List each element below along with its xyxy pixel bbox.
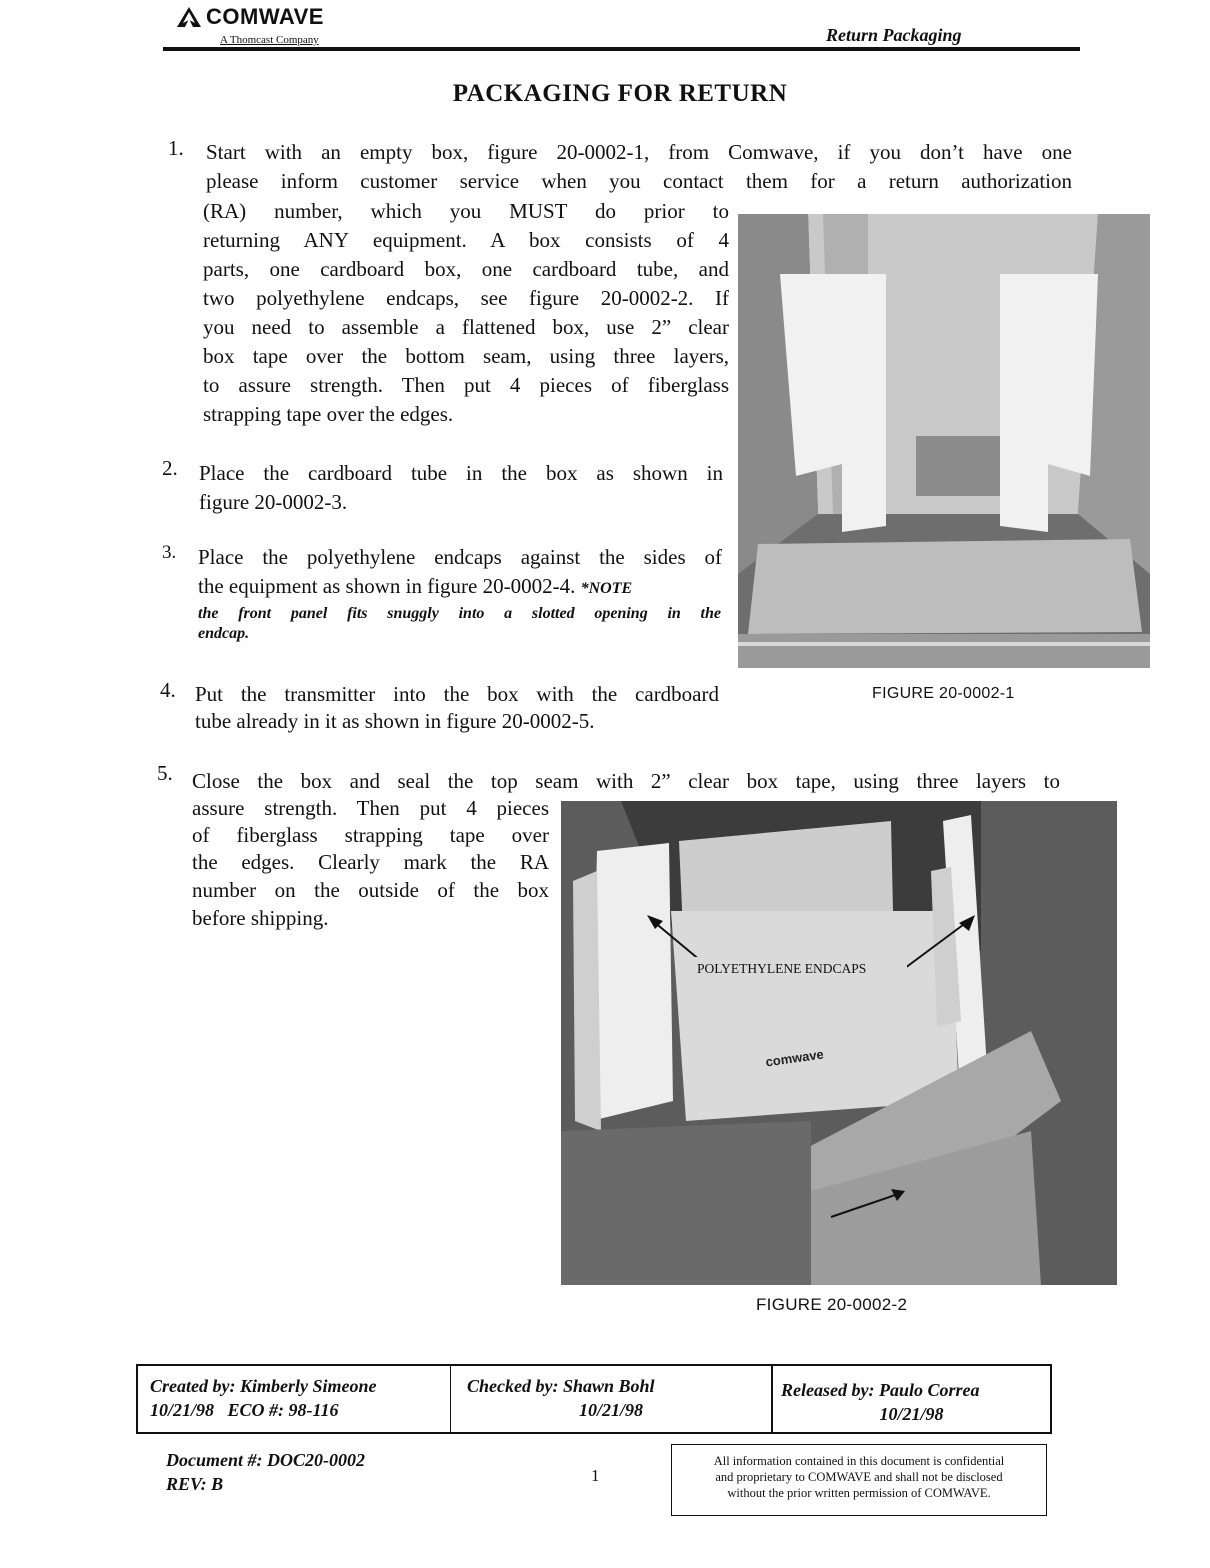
packed-transmitter-illustration: [561, 801, 1117, 1285]
step-5-line: number on the outside of the box: [192, 878, 549, 902]
step-5-line: of fiberglass strapping tape over: [192, 823, 549, 847]
document-info: [166, 1448, 365, 1496]
page-title: PACKAGING FOR RETURN: [452, 80, 788, 107]
step-2-line: figure 20-0002-3.: [199, 490, 348, 514]
document-number: Document #: DOC20-0002: [166, 1450, 365, 1470]
confidentiality-notice: [671, 1444, 1047, 1516]
confidentiality-line: and proprietary to COMWAVE and shall not be disclosed: [715, 1470, 1003, 1484]
created-by-cell: [138, 1366, 451, 1432]
checked-date: 10/21/98: [578, 1400, 643, 1420]
step-number: 3.: [162, 542, 177, 563]
approval-table: [136, 1364, 1052, 1434]
step-3-line: Place the polyethylene endcaps against the sides of: [198, 545, 722, 569]
figure-2-photo: [561, 801, 1117, 1285]
company-name: COMWAVE: [206, 4, 324, 29]
released-by-cell: [773, 1366, 1050, 1432]
step-number: 4.: [160, 678, 176, 702]
created-by: Created by: Kimberly Simeone: [150, 1376, 377, 1396]
figure-1-caption: FIGURE 20-0002-1: [872, 685, 1015, 702]
step-1-line: parts, one cardboard box, one cardboard tube, and: [203, 257, 729, 281]
company-tagline: A Thomcast Company: [220, 34, 319, 46]
released-date: 10/21/98: [879, 1404, 944, 1424]
note-label: *NOTE: [580, 580, 633, 597]
step-3-note: the front panel fits snuggly into a slotted opening in the: [198, 605, 721, 622]
revision: REV: B: [166, 1474, 224, 1494]
figure-2-caption: FIGURE 20-0002-2: [756, 1295, 908, 1314]
step-3-note: endcap.: [198, 625, 250, 642]
figure-2-label: POLYETHYLENE ENDCAPS: [697, 961, 867, 976]
step-3-line: the equipment as shown in figure 20-0002-4. *NOTE: [198, 574, 633, 598]
step-1-line: strapping tape over the edges.: [203, 402, 454, 426]
step-number: 1.: [168, 136, 184, 160]
section-title: Return Packaging: [826, 25, 962, 45]
step-4-line: Put the transmitter into the box with the cardboard: [195, 682, 719, 706]
box-logo: comwave: [764, 1046, 825, 1070]
page-number: 1: [591, 1466, 600, 1485]
released-by: Released by: Paulo Correa: [781, 1380, 980, 1400]
step-1-line: box tape over the bottom seam, using three layers,: [203, 344, 729, 368]
created-date: 10/21/98 ECO #: 98-116: [150, 1400, 339, 1420]
step-5-line: Close the box and seal the top seam with 2” clear box tape, using three layers to: [192, 769, 1060, 793]
step-1-line: two polyethylene endcaps, see figure 20-0002-2. If: [203, 286, 729, 310]
step-2-line: Place the cardboard tube in the box as shown in: [199, 461, 723, 485]
step-5-line: before shipping.: [192, 906, 329, 930]
step-number: 2.: [162, 456, 178, 480]
figure-1-photo: [738, 214, 1150, 668]
step-1-line: you need to assemble a flattened box, use 2” clear: [203, 315, 729, 339]
step-5-line: assure strength. Then put 4 pieces: [192, 796, 549, 820]
checked-by-cell: [451, 1366, 773, 1432]
step-1-line: (RA) number, which you MUST do prior to: [203, 199, 729, 223]
step-number: 5.: [157, 761, 173, 785]
step-5-line: the edges. Clearly mark the RA: [192, 850, 549, 874]
confidentiality-line: All information contained in this document is confidential: [713, 1454, 1005, 1468]
step-4-line: tube already in it as shown in figure 20-0002-5.: [195, 709, 595, 733]
confidentiality-line: without the prior written permission of COMWAVE.: [727, 1486, 991, 1500]
step-1-line: to assure strength. Then put 4 pieces of fiberglass: [203, 373, 729, 397]
checked-by: Checked by: Shawn Bohl: [467, 1376, 655, 1396]
comwave-logo-icon: [176, 6, 202, 28]
step-1-line: please inform customer service when you contact them for a return authorization: [206, 169, 1072, 193]
step-1-line: Start with an empty box, figure 20-0002-1, from Comwave, if you don’t have one: [206, 140, 1072, 164]
header-divider: [163, 47, 1080, 51]
empty-box-illustration: [738, 214, 1150, 668]
step-1-line: returning ANY equipment. A box consists of 4: [203, 228, 729, 252]
